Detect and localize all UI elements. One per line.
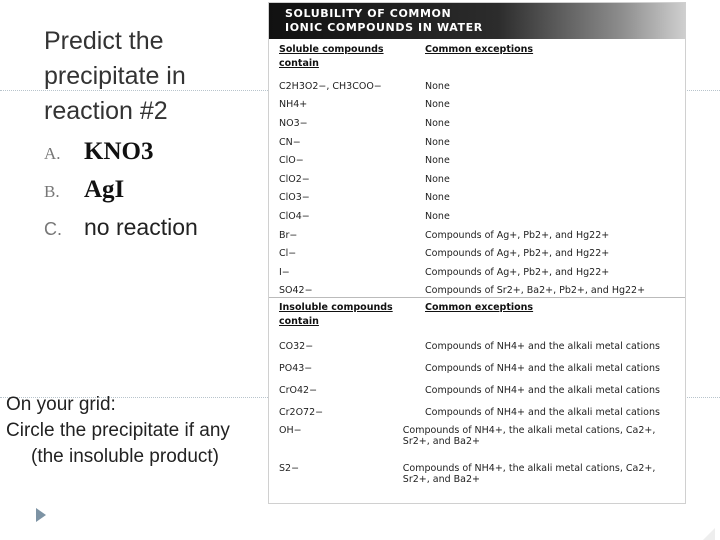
exception-cell: Compounds of Ag+, Pb2+, and Hg22+ [425, 248, 610, 260]
exception-cell: None [425, 80, 450, 92]
choice-c[interactable] [44, 214, 198, 252]
exception-cell: Compounds of NH4+ and the alkali metal cations [425, 340, 660, 352]
exception-cell: Compounds of NH4+ and the alkali metal cations [425, 406, 660, 418]
ion-cell: I− [279, 266, 290, 278]
exception-cell: Compounds of Ag+, Pb2+, and Hg22+ [425, 266, 610, 278]
ion-cell: ClO2− [279, 173, 310, 185]
table-row [279, 401, 685, 423]
choice-b[interactable] [44, 176, 198, 214]
table-row [279, 423, 685, 461]
table-row [279, 189, 685, 208]
exception-cell: Compounds of Ag+, Pb2+, and Hg22+ [425, 229, 610, 241]
grid-note-line: Circle the precipitate if any [6, 420, 230, 441]
ion-cell: CN− [279, 136, 301, 148]
ion-cell: SO42− [279, 285, 313, 297]
slide-corner-decoration [703, 528, 715, 540]
slide-bullet-triangle-icon [36, 508, 46, 522]
ion-cell: ClO− [279, 155, 304, 167]
ion-cell: OH− [279, 425, 302, 436]
ion-cell: C2H3O2−, CH3COO− [279, 80, 382, 92]
table-title-bar [269, 3, 685, 39]
ion-cell: CrO42− [279, 384, 318, 396]
ion-cell: CO32− [279, 340, 314, 352]
soluble-header-row [279, 43, 685, 77]
exceptions-column-header: Common exceptions [425, 302, 534, 313]
exception-cell: None [425, 99, 450, 111]
choice-letter: C. [44, 219, 62, 239]
insoluble-header-row [279, 301, 685, 335]
choice-letter: A. [44, 144, 61, 163]
ion-cell: PO43− [279, 362, 313, 374]
soluble-column-header: Soluble compounds contain [279, 44, 384, 69]
table-row [279, 263, 685, 282]
exception-cell: None [425, 192, 450, 204]
table-row [279, 151, 685, 170]
ion-cell: S2− [279, 463, 300, 474]
exception-cell: Compounds of Sr2+, Ba2+, Pb2+, and Hg22+ [425, 285, 646, 297]
soluble-section [279, 43, 685, 300]
table-title-line: SOLUBILITY OF COMMON [285, 7, 452, 20]
table-row [279, 379, 685, 401]
exception-cell: None [425, 136, 450, 148]
solubility-table [268, 2, 686, 504]
exception-cell: None [425, 155, 450, 167]
table-row [279, 170, 685, 189]
ion-cell: ClO3− [279, 192, 310, 204]
ion-cell: Cr2O72− [279, 406, 324, 418]
table-row [279, 461, 685, 499]
grid-instructions [6, 392, 230, 470]
exception-cell: None [425, 173, 450, 185]
slide-title: Predict the precipitate in reaction #2 [44, 27, 186, 125]
table-row [279, 133, 685, 152]
section-divider [269, 297, 685, 298]
ion-cell: ClO4− [279, 210, 310, 222]
choice-text: no reaction [84, 214, 198, 240]
grid-note-line: On your grid: [6, 394, 116, 415]
choice-a[interactable] [44, 138, 198, 176]
exception-cell: Compounds of NH4+ and the alkali metal cations [425, 384, 660, 396]
exception-cell: Compounds of NH4+, the alkali metal cations, Ca2+, Sr2+, and Ba2+ [402, 425, 656, 447]
ion-cell: Br− [279, 229, 298, 241]
table-title-line: IONIC COMPOUNDS IN WATER [285, 21, 483, 34]
table-row [279, 244, 685, 263]
exceptions-column-header: Common exceptions [425, 44, 534, 55]
exception-cell: None [425, 117, 450, 129]
table-row [279, 226, 685, 245]
ion-cell: NO3− [279, 117, 308, 129]
table-row [279, 96, 685, 115]
exception-cell: None [425, 210, 450, 222]
table-row [279, 357, 685, 379]
choice-text: KNO3 [84, 138, 154, 165]
table-row [279, 77, 685, 96]
table-row [279, 114, 685, 133]
choice-letter: B. [44, 182, 60, 201]
answer-choices [44, 138, 198, 252]
ion-cell: NH4+ [279, 99, 308, 111]
exception-cell: Compounds of NH4+, the alkali metal cations, Ca2+, Sr2+, and Ba2+ [402, 463, 656, 485]
choice-text: AgI [84, 176, 125, 203]
exception-cell: Compounds of NH4+ and the alkali metal cations [425, 362, 660, 374]
ion-cell: Cl− [279, 248, 297, 260]
insoluble-section [279, 301, 685, 499]
insoluble-column-header: Insoluble compounds contain [279, 302, 393, 327]
grid-note-line: (the insoluble product) [31, 446, 219, 467]
table-row [279, 335, 685, 357]
table-row [279, 207, 685, 226]
